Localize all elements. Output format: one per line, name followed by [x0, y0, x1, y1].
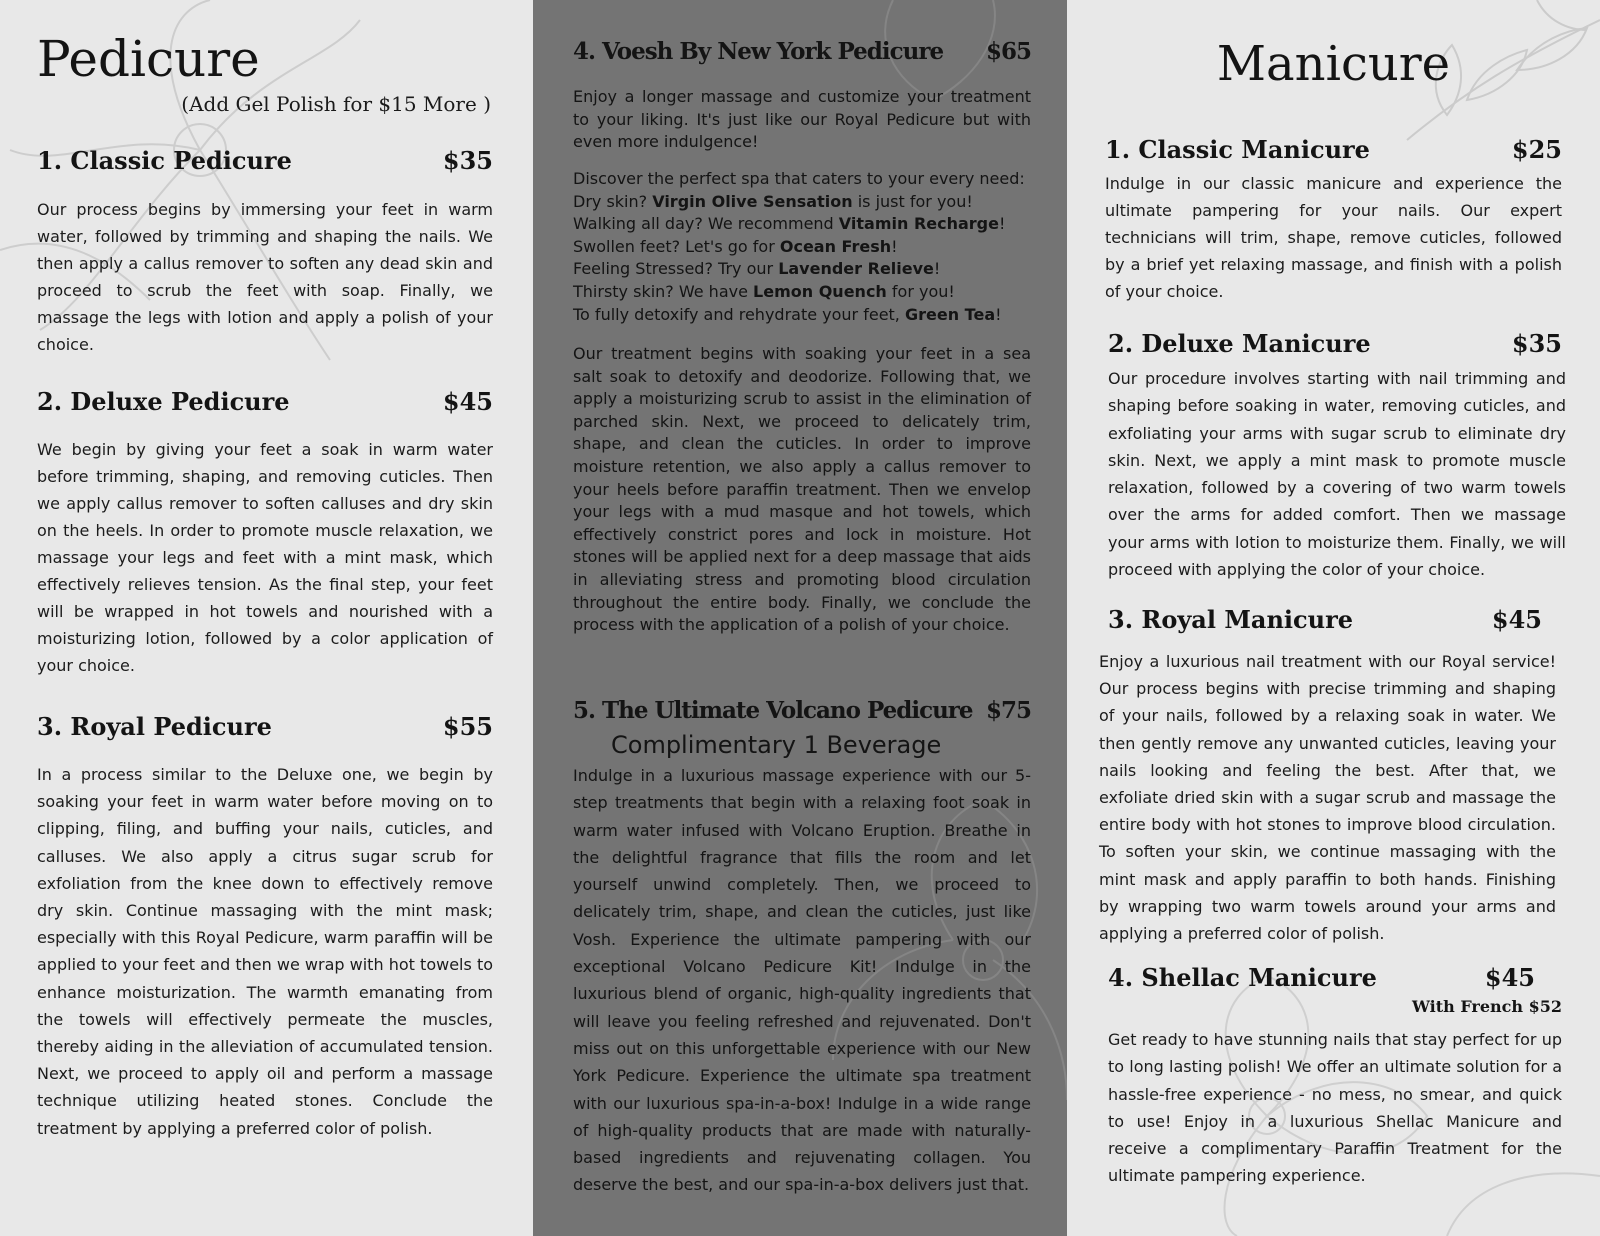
pedicure-column — [0, 0, 533, 1236]
voesh-pedicure-intro: Enjoy a longer massage and customize your treatment to your liking. It's just like our Royal Pedicure but with even more indulgence! — [573, 87, 1031, 152]
classic-pedicure-price: $35 — [442, 146, 493, 175]
classic-pedicure-desc: Our process begins by immersing your feet in warm water, followed by trimming and shaping the nails. We then apply a callus remover to soften any dead skin and proceed to scrub the feet with soap. Finally, we massage the legs with lotion and apply a polish of your choice. — [37, 200, 493, 354]
voesh-option-row: To fully detoxify and rehydrate your feet, Green Tea! — [573, 304, 1002, 324]
pedicure-title: Pedicure — [37, 30, 260, 88]
voesh-option-row: Feeling Stressed? Try our Lavender Relieve! — [573, 259, 941, 279]
voesh-options-list — [573, 168, 1031, 326]
volcano-pedicure-desc: Indulge in a luxurious massage experience with our 5-step treatments that begin with a relaxing foot soak in warm water infused with Volcano Eruption. Breathe in the delightful fragrance that fills the room and let yourself unwind completely. Then, we proceed to delicately trim, shape, and clean the cuticles, just like Vosh. Experience the ultimate pampering with our exceptional Volcano Pedicure Kit! Indulge in the luxurious blend of organic, high-quality ingredients that will leave you feeling refreshed and rejuvenated. Don't miss out on this unforgettable experience with our New York Pedicure. Experience the ultimate spa treatment with our luxurious spa-in-a-box! Indulge in a wide range of high-quality products that are made with naturally-based ingredients and rejuvenating collagen. You deserve the best, and our spa-in-a-box delivers just that. — [573, 766, 1031, 1195]
classic-manicure-desc: Indulge in our classic manicure and experience the ultimate pampering for your nails. Our expert technicians will trim, shape, remove cuticles, followed by a brief yet relaxing massage, and finish with a polish of your choice. — [1105, 174, 1562, 301]
deluxe-pedicure-heading — [37, 387, 493, 416]
voesh-pedicure-desc: Our treatment begins with soaking your feet in a sea salt soak to detoxify and deodorize. Following that, we apply a moisturizing scrub to assist in the elimination of parched skin. Next, we proceed to delicately trim, shape, and clean the cuticles. In order to improve moisture retention, we also apply a callus remover to your heels before paraffin treatment. Then we envelop your legs with a mud masque and hot towels, which effectively constrict pores and lock in moisture. Hot stones will be applied next for a deep massage that aids in alleviating stress and promoting blood circulation throughout the entire body. Finally, we conclude the process with the application of a polish of your choice. — [573, 344, 1031, 635]
manicure-title: Manicure — [1216, 36, 1451, 92]
classic-pedicure-heading — [37, 146, 493, 175]
royal-manicure-price: $45 — [1491, 605, 1542, 634]
voesh-pedicure-heading — [573, 38, 1031, 65]
pedicure-subtitle: (Add Gel Polish for $15 More ) — [181, 92, 491, 116]
volcano-pedicure-heading — [573, 697, 1031, 724]
deluxe-pedicure-name: 2. Deluxe Pedicure — [37, 387, 290, 416]
shellac-manicure-name: 4. Shellac Manicure — [1108, 963, 1377, 992]
classic-manicure-name: 1. Classic Manicure — [1105, 135, 1370, 164]
royal-manicure-desc: Enjoy a luxurious nail treatment with our Royal service! Our process begins with precise trimming and shaping of your nails, followed by a relaxing soak in water. We then gently remove any unwanted cuticles, leaving your nails looking and feeling the best. After that, we exfoliate dried skin with a sugar scrub and massage the entire body with hot stones to improve blood circulation. To soften your skin, we continue massaging with the mint mask and apply paraffin to both hands. Finishing by wrapping two warm towels around your arms and applying a preferred color of polish. — [1099, 652, 1556, 944]
royal-pedicure-price: $55 — [442, 712, 493, 741]
royal-manicure-name: 3. Royal Manicure — [1108, 605, 1353, 634]
deluxe-manicure-heading — [1108, 329, 1562, 358]
deluxe-pedicure-desc: We begin by giving your feet a soak in warm water before trimming, shaping, and removing cuticles. Then we apply callus remover to soften calluses and dry skin on the heels. In order to promote muscle relaxation, we massage your legs and feet with a mint mask, which effectively relieves tension. As the final step, your feet will be wrapped in hot towels and nourished with a moisturizing lotion, followed by a color application of your choice. — [37, 440, 493, 675]
volcano-pedicure-name: 5. The Ultimate Volcano Pedicure — [573, 697, 973, 724]
voesh-option-name: Lavender Relieve — [778, 259, 934, 279]
voesh-option-row: Dry skin? Virgin Olive Sensation is just for you! — [573, 191, 973, 211]
premium-pedicure-column — [533, 0, 1067, 1236]
shellac-french-price: With French $52 — [1411, 997, 1562, 1016]
volcano-pedicure-price: $75 — [985, 697, 1031, 724]
deluxe-pedicure-price: $45 — [442, 387, 493, 416]
deluxe-manicure-price: $35 — [1511, 329, 1562, 358]
classic-manicure-heading — [1105, 135, 1562, 164]
royal-pedicure-name: 3. Royal Pedicure — [37, 712, 272, 741]
voesh-option-name: Green Tea — [904, 304, 996, 324]
volcano-beverage-note: Complimentary 1 Beverage — [611, 731, 942, 759]
voesh-option-name: Virgin Olive Sensation — [652, 191, 853, 211]
voesh-option-name: Vitamin Recharge — [838, 214, 999, 234]
voesh-option-row: Thirsty skin? We have Lemon Quench for you! — [573, 281, 955, 301]
royal-pedicure-heading — [37, 712, 493, 741]
voesh-options-lead: Discover the perfect spa that caters to your every need: — [573, 169, 1025, 188]
classic-pedicure-name: 1. Classic Pedicure — [37, 146, 292, 175]
royal-manicure-heading — [1108, 605, 1542, 634]
voesh-pedicure-price: $65 — [985, 38, 1031, 65]
royal-pedicure-desc: In a process similar to the Deluxe one, we begin by soaking your feet in warm water before moving on to clipping, filing, and buffing your nails, cuticles, and calluses. We also apply a citrus sugar scrub for exfoliation from the knee down to effectively remove dry skin. Continue massaging with the mint mask; especially with this Royal Pedicure, warm paraffin will be applied to your feet and then we wrap with hot towels to enhance moisturization. The warmth emanating from the towels will effectively permeate the muscles, thereby aiding in the alleviation of accumulated tension. Next, we proceed to apply oil and perform a massage technique utilizing heated stones. Conclude the treatment by applying a preferred color of polish. — [37, 765, 493, 1138]
shellac-manicure-desc: Get ready to have stunning nails that stay perfect for up to long lasting polish! We offer an ultimate solution for a hassle-free experience - no mess, no smear, and quick to use! Enjoy in a luxurious Shellac Manicure and receive a complimentary Paraffin Treatment for the ultimate pampering experience. — [1108, 1030, 1562, 1186]
voesh-option-name: Ocean Fresh — [779, 236, 892, 256]
shellac-manicure-heading — [1108, 963, 1535, 992]
deluxe-manicure-name: 2. Deluxe Manicure — [1108, 329, 1371, 358]
voesh-option-row: Swollen feet? Let's go for Ocean Fresh! — [573, 236, 898, 256]
voesh-option-row: Walking all day? We recommend Vitamin Recharge! — [573, 214, 1006, 234]
voesh-pedicure-name: 4. Voesh By New York Pedicure — [573, 38, 944, 65]
manicure-column — [1067, 0, 1600, 1236]
classic-manicure-price: $25 — [1511, 135, 1562, 164]
voesh-option-name: Lemon Quench — [753, 281, 887, 301]
shellac-manicure-price: $45 — [1484, 963, 1535, 992]
deluxe-manicure-desc: Our procedure involves starting with nail trimming and shaping before soaking in water, removing cuticles, and exfoliating your arms with sugar scrub to eliminate dry skin. Next, we apply a mint mask to promote muscle relaxation, followed by a covering of two warm towels over the arms for added comfort. Then we massage your arms with lotion to moisturize them. Finally, we will proceed with applying the color of your choice. — [1108, 369, 1566, 580]
